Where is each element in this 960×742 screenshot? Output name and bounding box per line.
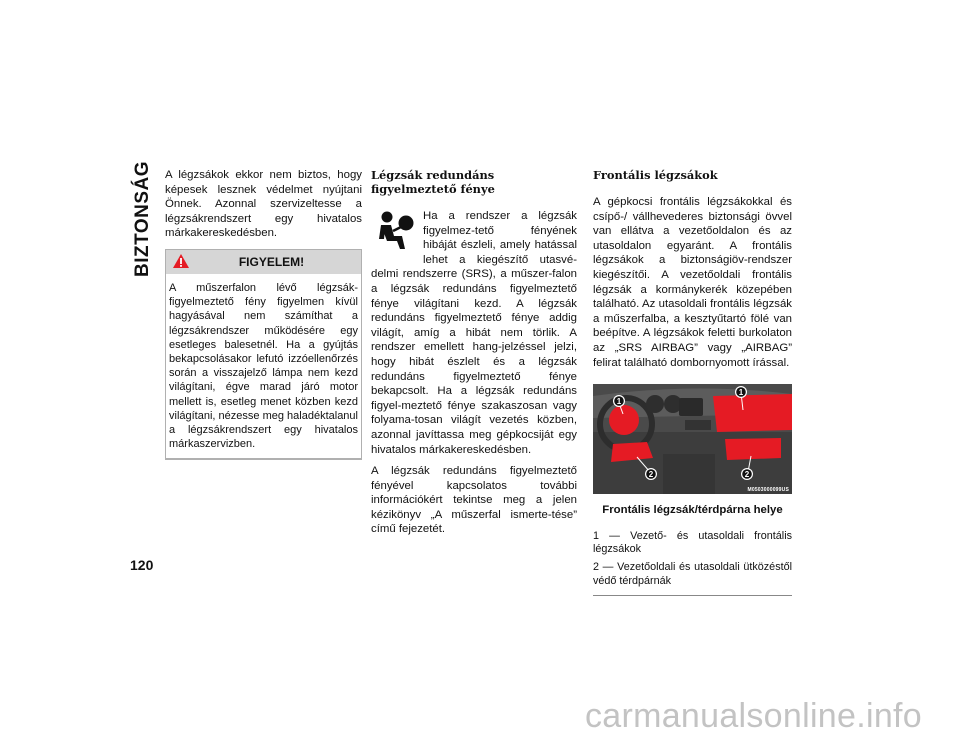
section-tab-label: BIZTONSÁG	[132, 160, 153, 278]
passenger-airbag-highlight	[713, 394, 792, 432]
front-airbags-heading: Frontális légzsákok	[593, 168, 718, 182]
driver-airbag-highlight	[609, 405, 639, 435]
airbag-warning-icon	[375, 209, 415, 253]
page-number: 120	[130, 557, 154, 573]
redundant-light-paragraph-2: A légzsák redundáns figyelmeztető fényével kapcsolatos további információkért tekintse meg a jelen kézikönyv „A műszerfal ismerte-tése” című fejezetét.	[371, 465, 577, 536]
intro-paragraph: A légzsákok ekkor nem biztos, hogy képesek lesznek védelmet nyújtani Önnek. Azonnal szervizeltesse a légzsákrendszert egy hivatalos márkakereskedésben.	[165, 169, 362, 240]
redundant-light-paragraph-1: Ha a rendszer a légzsák figyelmez-tető fényének hibáját észleli, amely hatással lehet a kiegészítő utasvé-delmi rendszerre (SRS), a műszer-falon a légzsák redundáns figyelmeztető fénye világítani kezd. A légzsák redundáns figyelmeztető fénye addig világít, amíg a hibát nem törlik. A rendszer emellett hang-jelzéssel jelzi, hogy hibát észlelt és a légzsák redundáns figyelmeztető fénye bekapcsolt. Ha a légzsák redundáns figyel-meztető fénye szakaszosan vagy folyama-tosan világít vezetés közben, azonnal javíttassa meg gépkocsiját egy hivatalos márkakereskedésben.	[371, 210, 577, 456]
warning-box	[165, 249, 362, 460]
warning-title: FIGYELEM!	[238, 254, 305, 269]
column-left	[165, 168, 362, 460]
watermark: carmanualsonline.info	[584, 697, 922, 735]
front-airbags-paragraph: A gépkocsi frontális légzsákokkal és csípő-/ vállhevederes biztonsági övvel van ellátva a vezetőoldalon és az utasoldalon egyaránt. A frontális légzsákok a biztonságiöv-rendszer kiegészítői. A vezetőoldali frontális légzsák a kormánykerék közepében található. Az utasoldali frontális légzsák a műszerfalba, a kesztyűtartó fölé van beépítve. A légzsákok feletti burkolaton az „SRS AIRBAG” vagy „AIRBAG” felirat található dombornyomott írással.	[593, 196, 792, 369]
section-tab	[128, 160, 158, 278]
legend-item: 2 — Vezetőoldali és utasoldali ütközéstől védő térdpárnák	[593, 560, 792, 587]
column-right	[593, 168, 792, 596]
warning-text: A műszerfalon lévő légzsák-figyelmeztető fény figyelmen kívül hagyásával nem számíthat a légzsákrendszer működésére egy esetleges balesetnél. Ha a gyújtás bekapcsolásakor lefutó izzóellenőrzés során a visszajelző lámpa nem kezd világítani, égve marad járó motor mellett is, esetleg menet közben kezd világítani, nézesse meg haladéktalanul a légzsákrendszert egy hivatalos márkaszervizben.	[169, 281, 358, 451]
legend-item: 1 — Vezető- és utasoldali frontális légzsákok	[593, 529, 792, 556]
airbag-location-photo	[593, 384, 792, 494]
figure-code: M0503000099US	[747, 487, 789, 494]
callout-label-2a: 2	[648, 470, 654, 480]
warning-header	[166, 250, 361, 274]
figure-legend	[593, 530, 792, 596]
callout-label-1b: 1	[738, 388, 744, 398]
airbag-redundant-light-heading: Légzsák redundáns figyelmeztető fénye	[371, 168, 495, 196]
figure-caption: Frontális légzsák/térdpárna helye	[602, 504, 783, 517]
callout-label-1a: 1	[616, 397, 622, 407]
passenger-knee-airbag-highlight	[725, 438, 781, 460]
dashboard-illustration	[593, 384, 792, 494]
column-middle	[371, 168, 577, 544]
callout-label-2b: 2	[744, 470, 750, 480]
